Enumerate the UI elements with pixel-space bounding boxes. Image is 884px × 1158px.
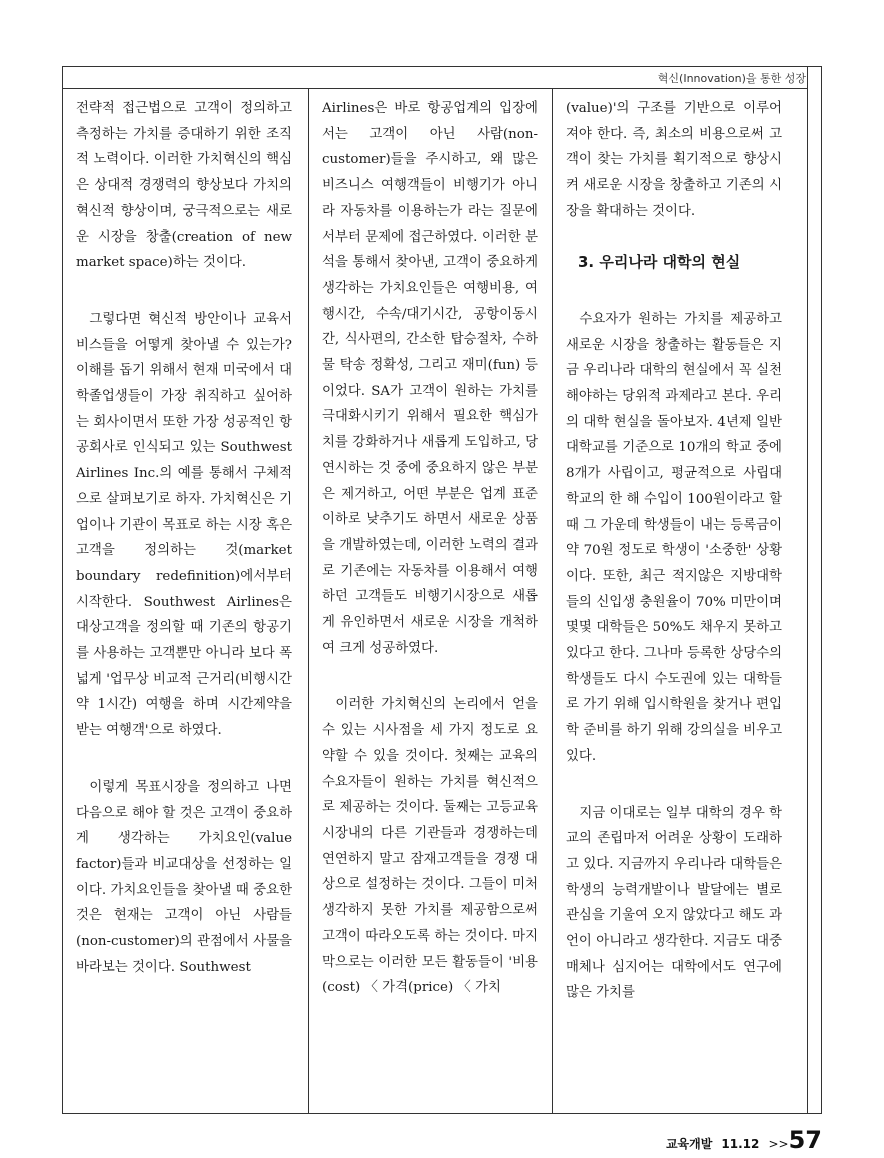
- column-right: [566, 96, 782, 1006]
- section-title: 3. 우리나라 대학의 현실: [578, 253, 741, 272]
- running-head: 혁신(Innovation)을 통한 성장: [657, 72, 806, 85]
- paragraph: 이렇게 목표시장을 정의하고 나면 다음으로 해야 할 것은 고객이 중요하게 생각하는 가치요인(value factor)들과 비교대상을 선정하는 일이다. 가치요인들을 찾아낼 때 중요한 것은 현재는 고객이 아닌 사람들(non-customer)의 관점에서 사물을 바라보는 것이다. Southwest: [76, 779, 292, 975]
- paragraph: (value)'의 구조를 기반으로 이루어져야 한다. 즉, 최소의 비용으로써 고객이 찾는 가치를 획기적으로 향상시켜 새로운 시장을 창출하고 기존의 시장을 확대하는 것이다.: [566, 101, 782, 219]
- issue-date: 11.12: [721, 1137, 760, 1151]
- column-middle: [322, 96, 538, 1001]
- paragraph: 전략적 접근법으로 고객이 정의하고 측정하는 가치를 증대하기 위한 조직적 노력이다. 이러한 가치혁신의 핵심은 상대적 경쟁력의 향상보다 가치의 혁신적 향상이며, 궁극적으로는 새로운 시장을 창출(creation of new market space)하는 것이다.: [76, 101, 292, 271]
- paragraph: 지금 이대로는 일부 대학의 경우 학교의 존립마저 어려운 상황이 도래하고 있다. 지금까지 우리나라 대학들은 학생의 능력개발이나 발달에는 별로 관심을 기울여 오지 않았다고 해도 과언이 아니라고 생각한다. 지금도 대중매체나 심지어는 대학에서도 연구에 많은 가치를: [566, 805, 782, 1001]
- column-divider: [308, 88, 309, 1114]
- page-footer: [666, 1126, 822, 1154]
- paragraph: 그렇다면 혁신적 방안이나 교육서비스들을 어떻게 찾아낼 수 있는가? 이해를 돕기 위해서 현재 미국에서 대학졸업생들이 가장 취직하고 싶어하는 회사이면서 또한 가장 성공적인 항공회사로 인식되고 있는 Southwest Airlines Inc.의 예를 통해서 구체적으로 살펴보기로 하자. 가치혁신은 기업이나 기관이 목표로 하는 시장 혹은 고객을 정의하는 것(market boundary redefinition)에서부터 시작한다. Southwest Airlines은 대상고객을 정의할 때 기존의 항공기를 사용하는 고객뿐만 아니라 보다 폭넓게 '업무상 비교적 근거리(비행시간 약 1시간) 여행을 하며 시간제약을 받는 여행객'으로 하였다.: [76, 311, 292, 739]
- paragraph: 수요자가 원하는 가치를 제공하고 새로운 시장을 창출하는 활동들은 지금 우리나라 대학의 현실에서 꼭 실천해야하는 당위적 과제라고 본다. 우리의 대학 현실을 돌아보자. 4년제 일반대학교를 기준으로 10개의 학교 중에 8개가 사립이고, 평균적으로 사립대학교의 한 해 수입이 100원이라고 할 때 그 가운데 학생들이 내는 등록금이 약 70원 정도로 학생이 '소중한' 상황이다. 또한, 최근 적지않은 지방대학들의 신입생 충원율이 70% 미만이며 몇몇 대학들은 50%도 채우지 못하고 있다고 한다. 그나마 등록한 상당수의 학생들도 다시 수도권에 있는 대학들로 가기 위해 입시학원을 찾거나 편입학 준비를 하기 위해 강의실을 비우고 있다.: [566, 311, 782, 764]
- header-rule: [62, 88, 808, 89]
- page-number: 57: [788, 1126, 822, 1154]
- arrow-glyph: >>: [768, 1137, 789, 1151]
- magazine-name: 교육개발: [665, 1137, 713, 1151]
- column-divider: [552, 88, 553, 1114]
- page-edge-bar: [808, 66, 822, 1114]
- column-left: [76, 96, 292, 981]
- paragraph: 이러한 가치혁신의 논리에서 얻을 수 있는 시사점을 세 가지 정도로 요약할 수 있을 것이다. 첫째는 교육의 수요자들이 원하는 가치를 혁신적으로 제공하는 것이다. 둘째는 고등교육시장내의 다른 기관들과 경쟁하는데 연연하지 말고 잠재고객들을 경쟁 대상으로 설정하는 것이다. 그들이 미처 생각하지 못한 가치를 제공함으로써 고객이 따라오도록 하는 것이다. 마지막으로는 이러한 모든 활동들이 '비용(cost) 〈 가격(price) 〈 가치: [322, 697, 538, 996]
- paragraph: Airlines은 바로 항공업계의 입장에서는 고객이 아닌 사람(non-customer)들을 주시하고, 왜 많은 비즈니스 여행객들이 비행기가 아니라 자동차를 이용하는가 라는 질문에서부터 문제에 접근하였다. 이러한 분석을 통해서 찾아낸, 고객이 중요하게 생각하는 가치요인들은 여행비용, 여행시간, 수속/대기시간, 공항이동시간, 식사편의, 간소한 탑승절차, 수하물 탁송 정확성, 그리고 재미(fun) 등이었다. SA가 고객이 원하는 가치를 극대화시키기 위해서 필요한 핵심가치를 강화하거나 새롭게 도입하고, 당연시하는 것 중에 중요하지 않은 부분은 제거하고, 어떤 부분은 업계 표준이하로 낮추기도 하면서 새로운 상품을 개발하였는데, 이러한 노력의 결과로 기존에는 자동차를 이용해서 여행하던 고객들도 비행기시장으로 새롭게 유인하면서 새로운 시장을 개척하여 크게 성공하였다.: [322, 101, 538, 656]
